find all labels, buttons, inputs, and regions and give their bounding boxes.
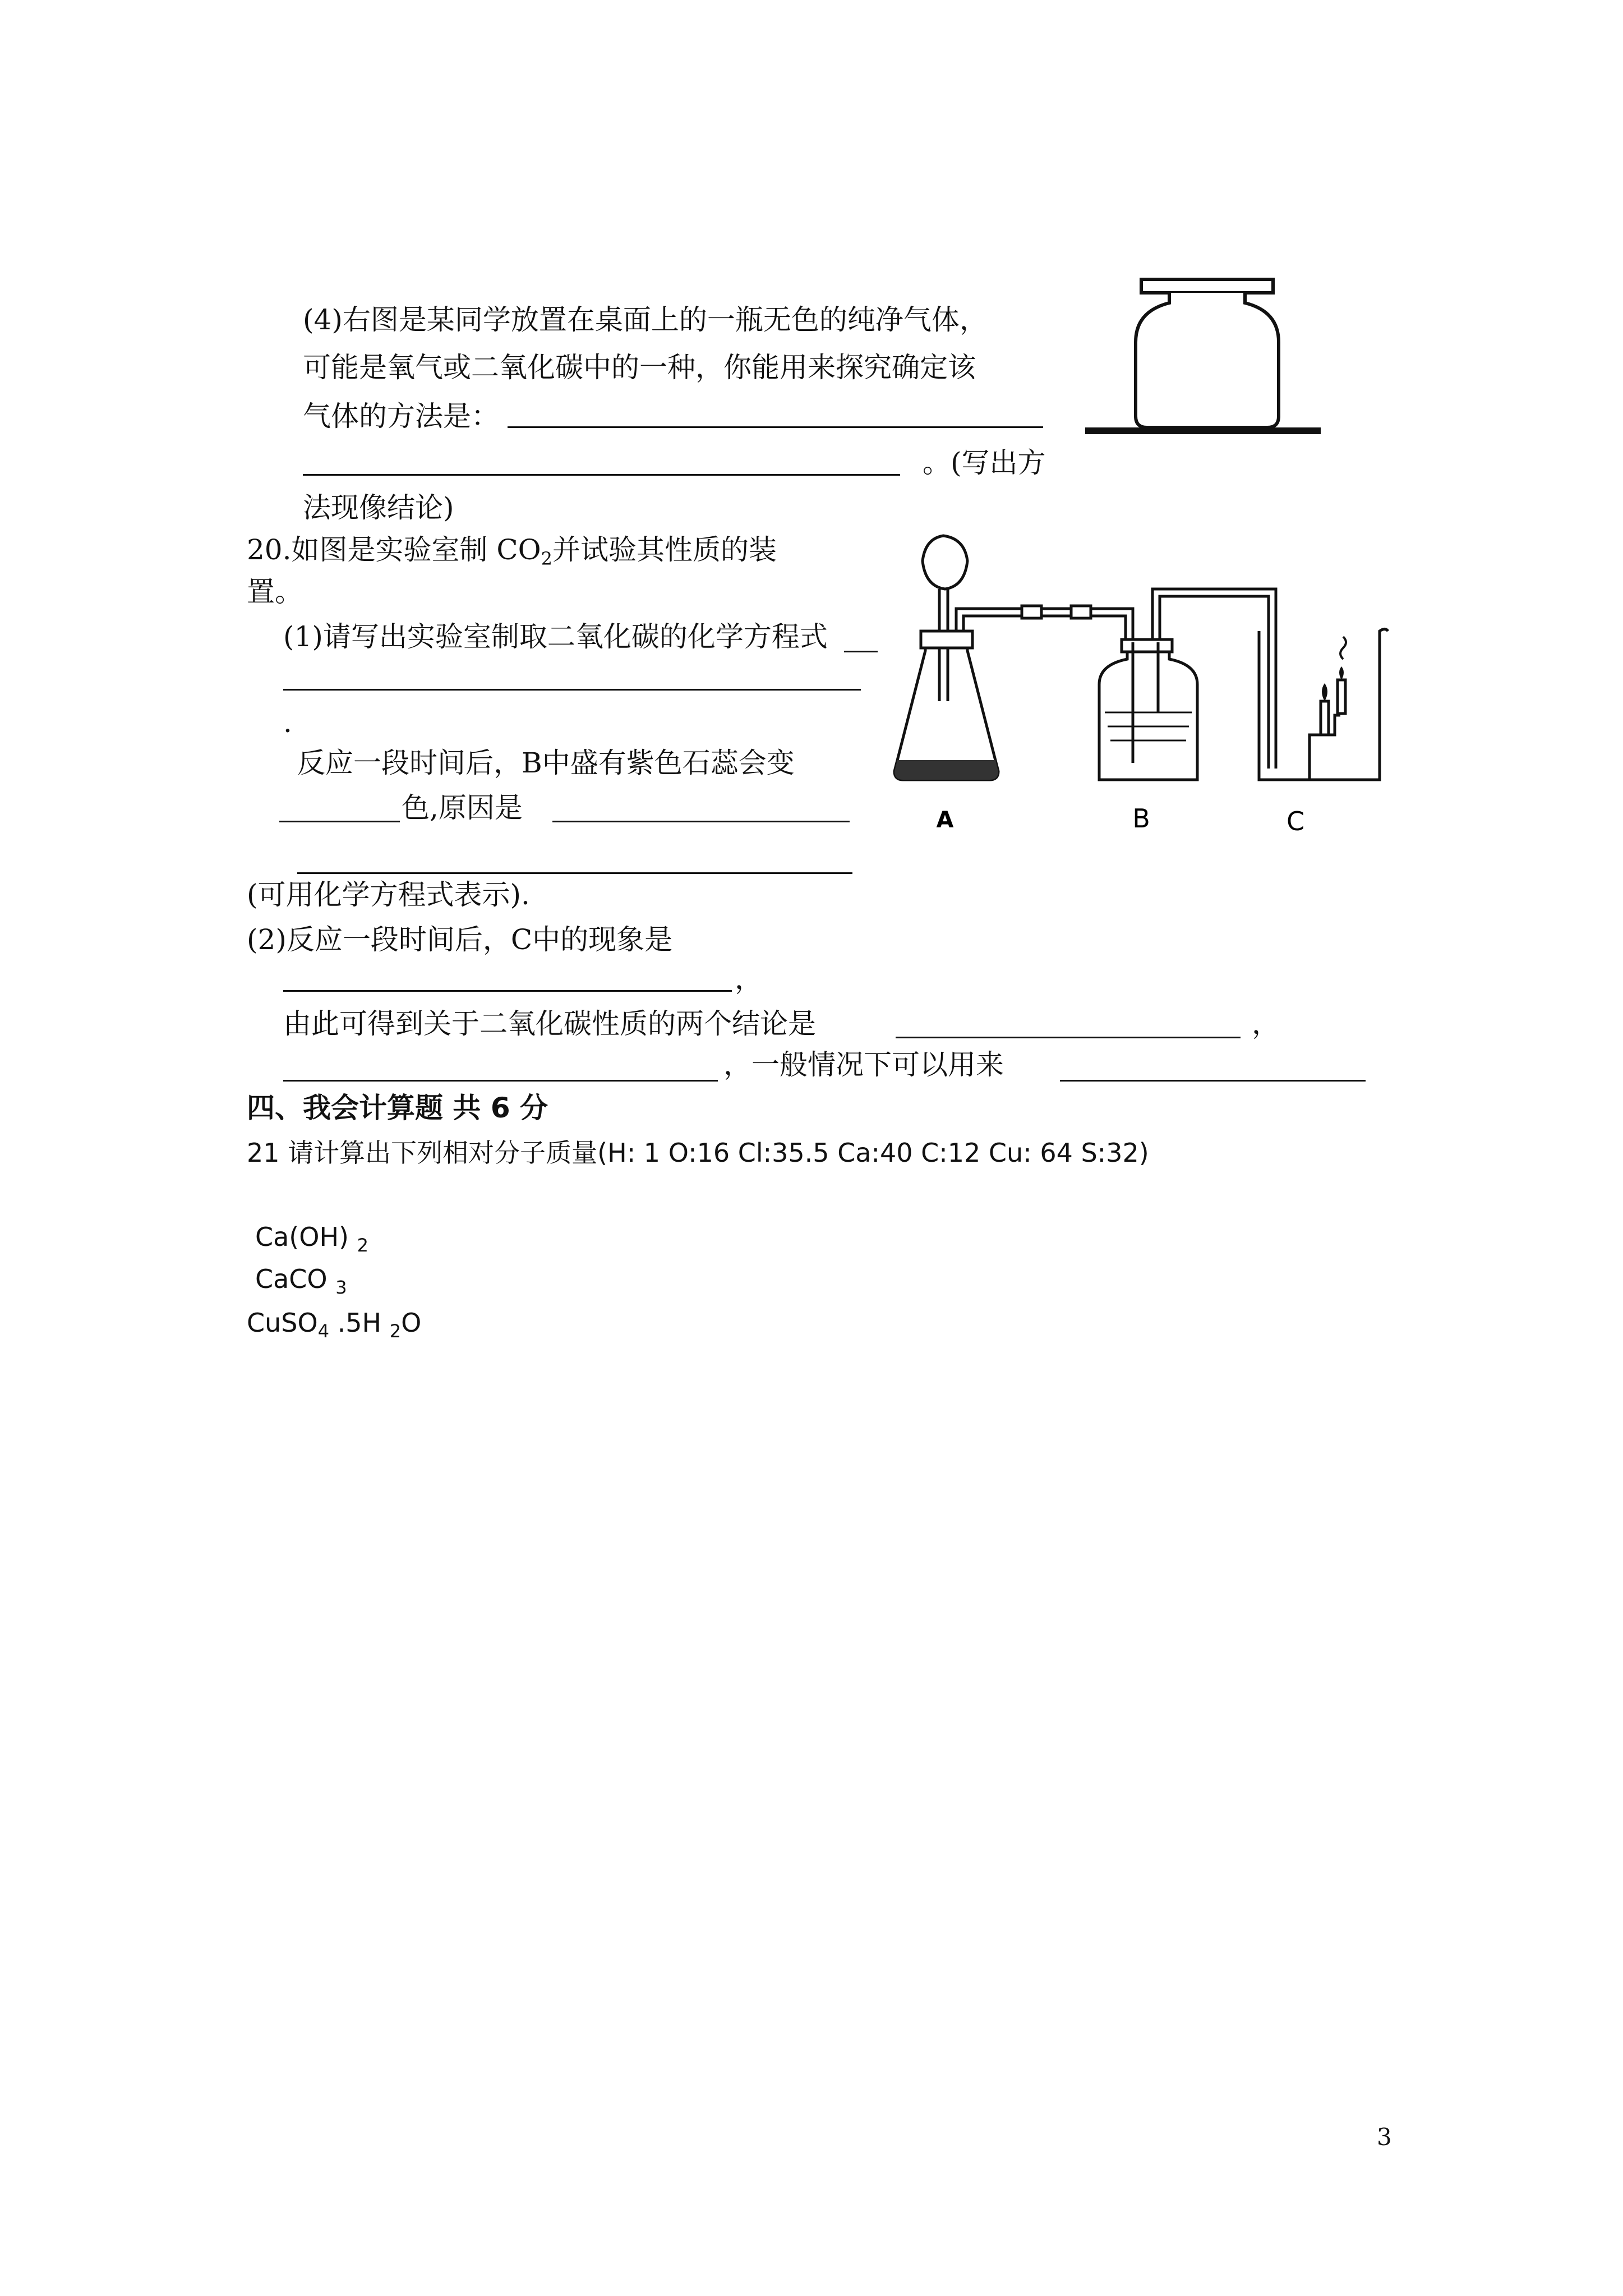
- answer-blank[interactable]: [283, 689, 861, 691]
- q21-text: 21 请计算出下列相对分子质量(H: 1 O:16 Cl:35.5 Ca:40 C:12 Cu: 64 S:32): [247, 1138, 1149, 1168]
- q20-usage: ，一般情况下可以用来: [723, 1048, 1004, 1081]
- answer-blank[interactable]: [1060, 1080, 1366, 1082]
- q20-after: 反应一段时间后，B中盛有紫色石蕊会变: [297, 747, 795, 779]
- q20-conclusion: 由此可得到关于二氧化碳性质的两个结论是: [283, 1007, 816, 1040]
- answer-blank[interactable]: [303, 474, 900, 476]
- q20-part1: (1)请写出实验室制取二氧化碳的化学方程式: [283, 620, 828, 653]
- q20-dot: .: [283, 706, 292, 739]
- page-number: 3: [1377, 2123, 1392, 2151]
- q20-comma2: ，: [1252, 1007, 1280, 1040]
- q19-4-line1: (4)右图是某同学放置在桌面上的一瓶无色的纯净气体，: [303, 303, 988, 336]
- answer-blank[interactable]: [896, 1037, 1241, 1038]
- label-b: B: [1132, 803, 1150, 834]
- q20-line1: 20.如图是实验室制 $CO_2$并试验其性质的装: [247, 533, 777, 569]
- answer-blank[interactable]: [279, 821, 400, 822]
- q20-line2: 置。: [247, 576, 303, 608]
- answer-blank[interactable]: [297, 872, 852, 874]
- q20-comma: ，: [735, 963, 763, 995]
- formula-cuso4-5h2o: CuSO$_4$ .5H $_2$O: [247, 1308, 422, 1342]
- q20-note: (可用化学方程式表示).: [247, 878, 530, 911]
- label-c: C: [1286, 806, 1305, 836]
- answer-blank[interactable]: [283, 990, 732, 992]
- q19-4-line5: 法现像结论): [303, 491, 454, 524]
- q19-4-line3: 气体的方法是：: [303, 400, 499, 432]
- answer-blank[interactable]: [508, 426, 1043, 428]
- answer-blank[interactable]: [844, 651, 878, 652]
- q20-color-reason: 色,原因是: [402, 792, 523, 824]
- answer-blank[interactable]: [552, 821, 850, 822]
- label-a: A: [936, 807, 954, 833]
- section-4-title: 四、我会计算题 共 6 分: [247, 1092, 548, 1124]
- answer-blank[interactable]: [283, 1080, 718, 1082]
- gas-bottle-figure: [1077, 269, 1324, 454]
- q19-4-tail: 。(写出方: [923, 447, 1046, 479]
- q20-part2: (2)反应一段时间后，C中的现象是: [247, 923, 673, 956]
- formula-caco3: CaCO $_3$: [255, 1264, 347, 1298]
- formula-caoh2: Ca(OH) $_2$: [255, 1222, 368, 1256]
- q19-4-line2: 可能是氧气或二氧化碳中的一种，你能用来探究确定该: [303, 351, 976, 384]
- co2-apparatus-figure: [892, 533, 1413, 847]
